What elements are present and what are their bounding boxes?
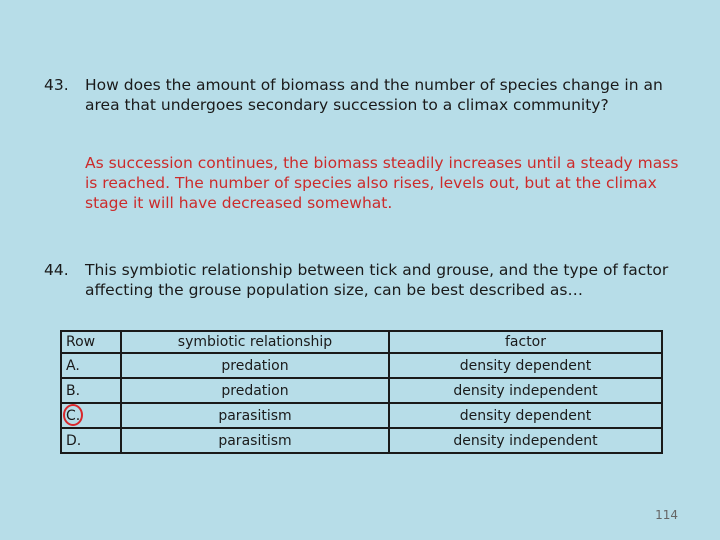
selected-circle-icon xyxy=(63,404,83,426)
row-factor: density dependent xyxy=(389,403,662,428)
row-label: B. xyxy=(61,378,121,403)
row-factor: density independent xyxy=(389,378,662,403)
table-row[interactable] xyxy=(61,378,662,403)
table-row[interactable] xyxy=(61,353,662,378)
header-row: Row xyxy=(61,331,121,353)
row-factor: density dependent xyxy=(389,353,662,378)
row-label-wrap xyxy=(66,408,80,424)
question-number: 44. xyxy=(44,261,69,279)
header-factor: factor xyxy=(389,331,662,353)
question-43 xyxy=(44,76,684,115)
question-44 xyxy=(44,261,684,300)
options-table xyxy=(60,330,663,454)
table-row[interactable] xyxy=(61,428,662,453)
row-label: C. xyxy=(66,407,81,424)
row-relationship: predation xyxy=(121,378,389,403)
question-text: This symbiotic relationship between tick and grouse, and the type of factor affecting the grouse population size, can be best described as… xyxy=(85,261,669,299)
row-label: D. xyxy=(61,428,121,453)
row-relationship: parasitism xyxy=(121,403,389,428)
row-relationship: predation xyxy=(121,353,389,378)
table-header-row xyxy=(61,331,662,353)
answer-43: As succession continues, the biomass steadily increases until a steady mass is reached. The number of species also rises, levels out, but at the climax stage it will have decreased somewhat. xyxy=(85,154,679,212)
table-row-selected[interactable] xyxy=(61,403,662,428)
header-relationship: symbiotic relationship xyxy=(121,331,389,353)
page-number: 114 xyxy=(655,508,678,522)
row-factor: density independent xyxy=(389,428,662,453)
row-relationship: parasitism xyxy=(121,428,389,453)
row-label-cell xyxy=(61,403,121,428)
row-label: A. xyxy=(61,353,121,378)
question-text: How does the amount of biomass and the number of species change in an area that undergoes secondary succession to a climax community? xyxy=(85,76,663,114)
question-number: 43. xyxy=(44,76,69,94)
